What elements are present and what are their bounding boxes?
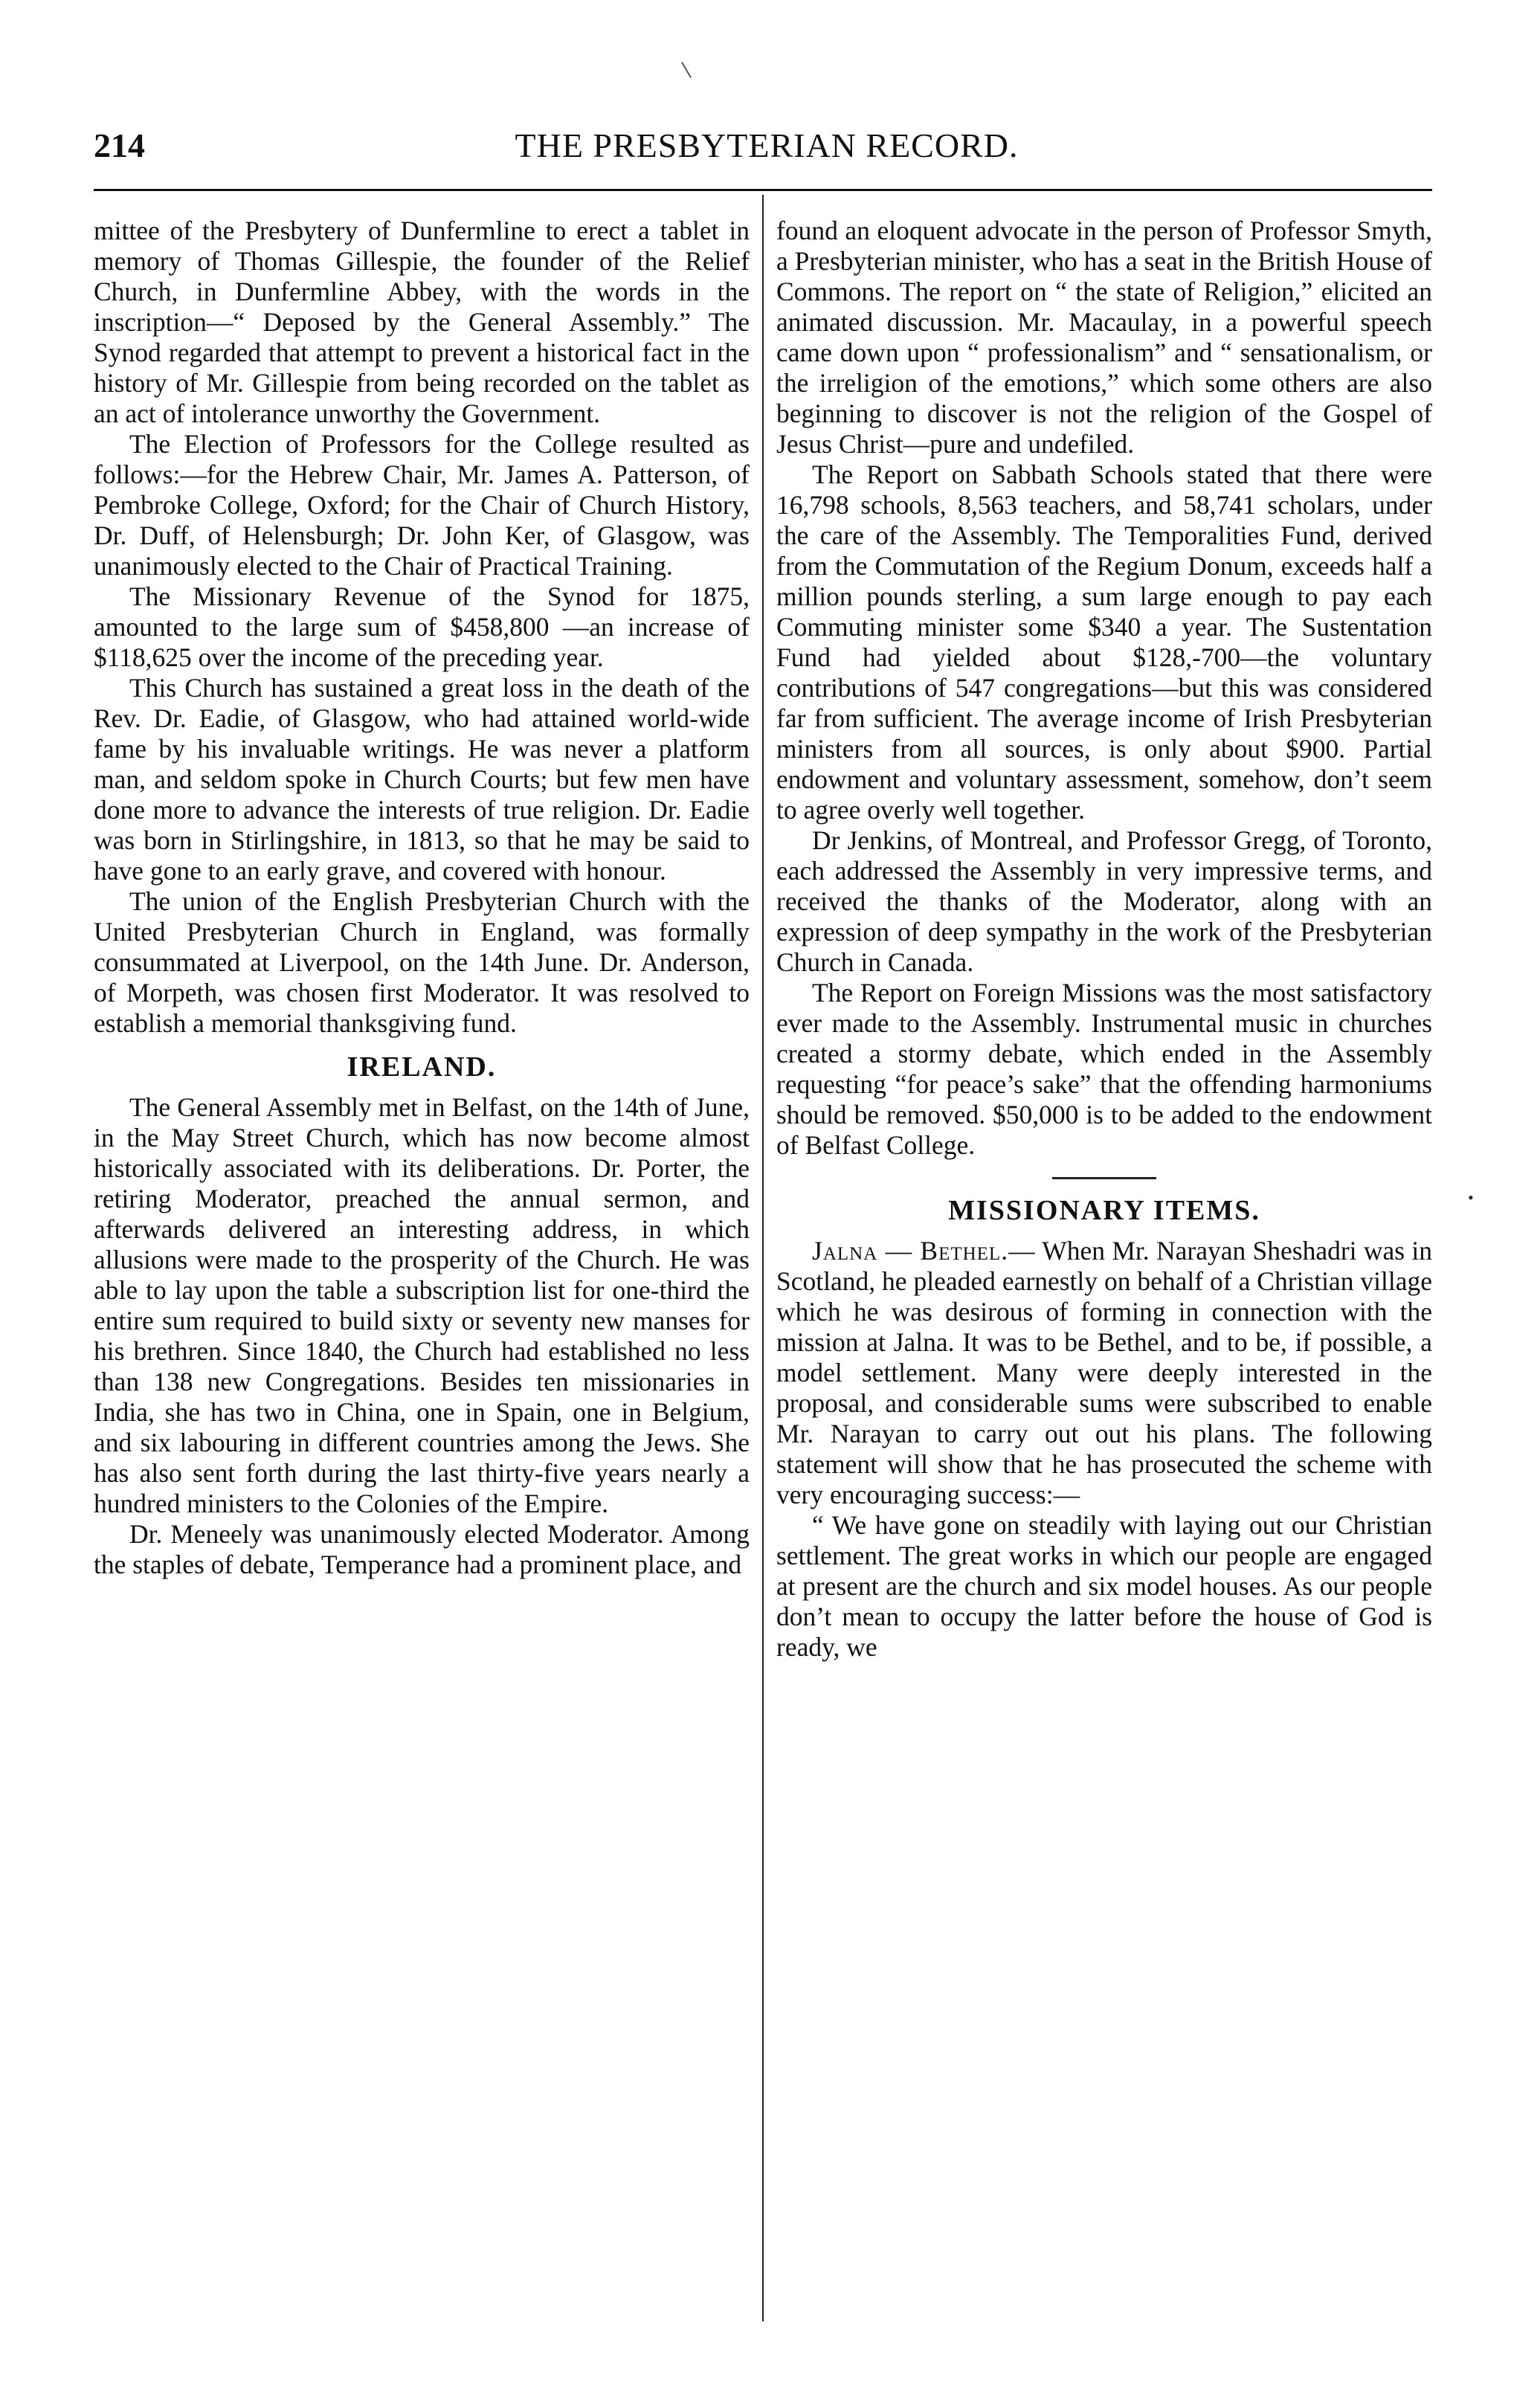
page-number: 214 [94, 126, 145, 164]
page-header [94, 125, 1432, 167]
section-heading-missionary-items: MISSIONARY ITEMS. [948, 1195, 1260, 1226]
column-divider [762, 195, 764, 2321]
scan-mark [681, 62, 692, 78]
right-column [776, 216, 1432, 2320]
paragraph-professor-smyth: found an eloquent advocate in the person of Professor Smyth, a Presbyterian minister, who has a seat in the British House of Commons. The report on “ the state of Religion,” elicited an animated discussion. Mr. Macaulay, in a powerful speech came down upon “ professionalism” and “ sensationalism, or the irreligion of the emotions,” which some others are also beginning to discover is not the religion of the Gospel of Jesus Christ—pure and undefiled. [776, 216, 1432, 459]
paragraph-gillespie-tablet: mittee of the Presbytery of Dunfermline to erect a tablet in memory of Thomas Gillespie, the founder of the Relief Church, in Dunfermline Abbey, with the words in the inscription—“ Deposed by the General Assembly.” The Synod regarded that attempt to prevent a historical fact in the history of Mr. Gillespie from being recorded on the tablet as an act of intolerance unworthy the Government. [94, 216, 750, 428]
paragraph-jalna-bethel [776, 1236, 1432, 1510]
paragraph-jenkins-gregg: Dr Jenkins, of Montreal, and Professor Gregg, of Toronto, each addressed the Assembly in very impressive terms, and received the thanks of the Moderator, along with an expression of deep sympathy in the work of the Presbyterian Church in Canada. [776, 825, 1432, 977]
section-rule [1052, 1177, 1156, 1179]
running-title: THE PRESBYTERIAN RECORD. [515, 126, 1019, 164]
paragraph-sabbath-schools: The Report on Sabbath Schools stated that there were 16,798 schools, 8,563 teachers, and 58,741 scholars, under the care of the Assembly. The Temporalities Fund, derived from the Commutation of the Regium Donum, exceeds half a million pounds sterling, a sum large enough to pay each Commuting minister some $340 a year. The Sustentation Fund had yielded about $128,-700—the voluntary contributions of 547 congregations—but this was considered far from sufficient. The average income of Irish Presbyterian ministers from all sources, is only about $900. Partial endowment and voluntary assessment, somehow, don’t seem to agree overly well together. [776, 460, 1432, 825]
paragraph-dr-eadie: This Church has sustained a great loss in the death of the Rev. Dr. Eadie, of Glasgow, who had attained world-wide fame by his invaluable writings. He was never a platform man, and seldom spoke in Church Courts; but few men have done more to advance the interests of true religion. Dr. Eadie was born in Stirlingshire, in 1813, so that he may be said to have gone to an early grave, and covered with honour. [94, 673, 750, 886]
section-heading-ireland: IRELAND. [347, 1051, 497, 1083]
jalna-bethel-text: When Mr. Narayan Sheshadri was in Scotland, he pleaded earnestly on behalf of a Christian village which he was desirous of forming in connection with the mission at Jalna. It was to be Bethel, and to be, if possible, a model settlement. Many were deeply interested in the proposal, and considerable sums were subscribed to enable Mr. Narayan to carry out out his plans. The following statement will show that he has prosecuted the scheme with very encouraging success:— [776, 1236, 1432, 1509]
paragraph-general-assembly-belfast: The General Assembly met in Belfast, on the 14th of June, in the May Street Church, which has now become almost historically associated with its deliberations. Dr. Porter, the retiring Moderator, preached the annual sermon, and afterwards delivered an interesting address, in which allusions were made to the prosperity of the Church. He was able to lay upon the table a subscription list for one-third the entire sum required to build sixty or seventy new manses for his brethren. Since 1840, the Church had established no less than 138 new Congregations. Besides ten missionaries in India, she has two in China, one in Spain, one in Belgium, and six labouring in different countries among the Jews. She has also sent forth during the last thirty-five years nearly a hundred ministers to the Colonies of the Empire. [94, 1092, 750, 1518]
paragraph-missionary-revenue: The Missionary Revenue of the Synod for 1875, amounted to the large sum of $458,800 —an increase of $118,625 over the income of the preceding year. [94, 581, 750, 672]
paragraph-foreign-missions: The Report on Foreign Missions was the most satisfactory ever made to the Assembly. Instrumental music in churches created a stormy debate, which ended in the Assembly requesting “for peace’s sake” that the offending harmoniums should be removed. $50,000 is to be added to the endowment of Belfast College. [776, 978, 1432, 1160]
left-column [94, 216, 750, 2320]
paragraph-election-professors: The Election of Professors for the College resulted as follows:—for the Hebrew Chair, Mr. James A. Patterson, of Pembroke College, Oxford; for the Chair of Church History, Dr. Duff, of Helensburgh; Dr. John Ker, of Glasgow, was unanimously elected to the Chair of Practical Training. [94, 429, 750, 581]
header-rule [94, 189, 1432, 191]
stray-mark: • [1468, 1188, 1474, 1207]
paragraph-meneely-moderator: Dr. Meneely was unanimously elected Moderator. Among the staples of debate, Temperance had a prominent place, and [94, 1519, 750, 1579]
jalna-bethel-lead-in: Jalna — Bethel.— [812, 1236, 1036, 1266]
paragraph-english-union: The union of the English Presbyterian Church with the United Presbyterian Church in England, was formally consummated at Liverpool, on the 14th June. Dr. Anderson, of Morpeth, was chosen first Moderator. It was resolved to establish a memorial thanksgiving fund. [94, 886, 750, 1038]
paragraph-christian-settlement-quote: “ We have gone on steadily with laying out our Christian settlement. The great works in which our people are engaged at present are the church and six model houses. As our people don’t mean to occupy the latter before the house of God is ready, we [776, 1510, 1432, 1662]
